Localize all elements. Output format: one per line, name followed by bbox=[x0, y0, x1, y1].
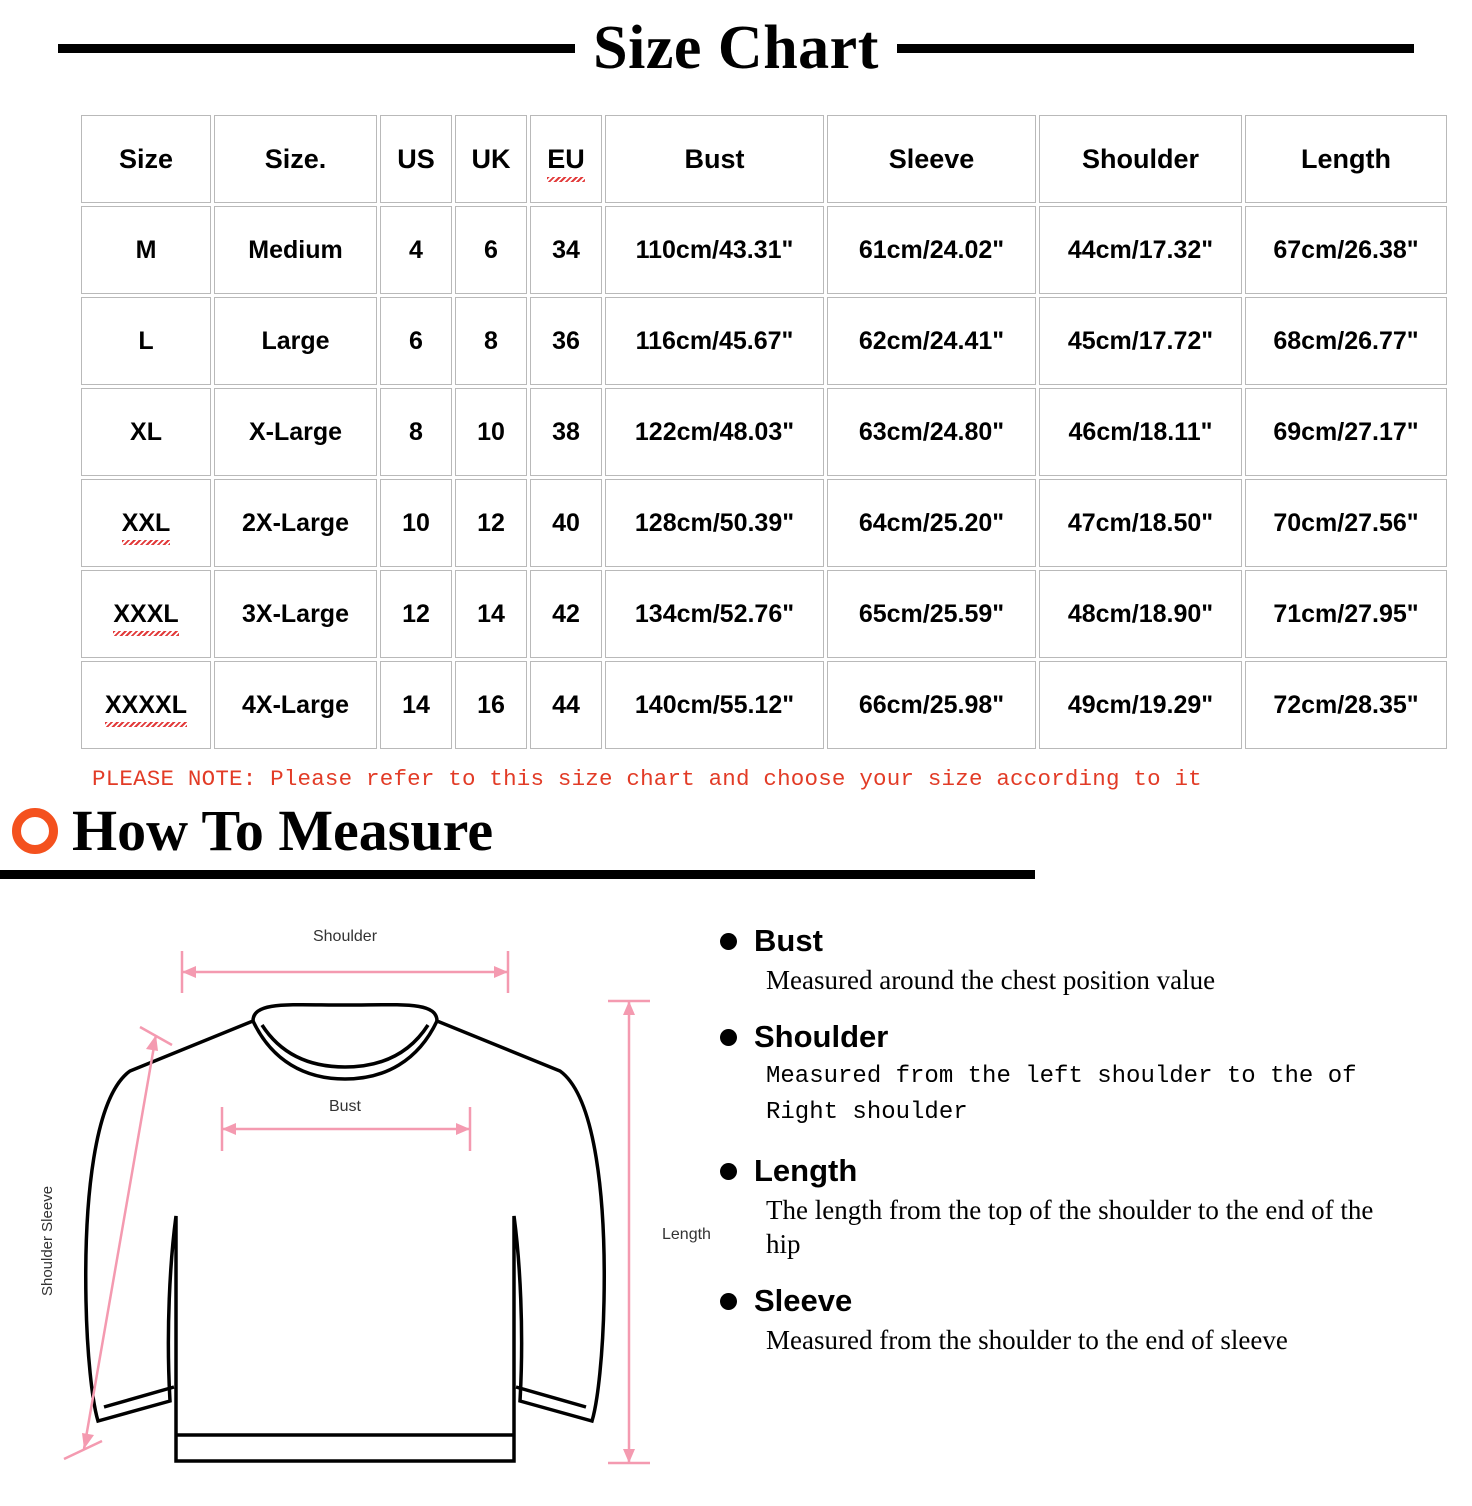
cell-uk: 14 bbox=[455, 570, 527, 658]
cell-length: 69cm/27.17" bbox=[1245, 388, 1447, 476]
cell-bust: 110cm/43.31" bbox=[605, 206, 824, 294]
cell-length: 68cm/26.77" bbox=[1245, 297, 1447, 385]
table-row bbox=[81, 661, 1447, 749]
how-to-measure-title: How To Measure bbox=[72, 798, 494, 863]
cell-size bbox=[81, 661, 211, 749]
length-measure-arrow bbox=[608, 1001, 650, 1463]
cell-eu: 42 bbox=[530, 570, 602, 658]
definition-sleeve-label: Sleeve bbox=[754, 1283, 853, 1318]
header-eu bbox=[530, 115, 602, 203]
cell-size-text: XXXL bbox=[113, 599, 179, 628]
size-table-wrapper bbox=[78, 112, 1450, 752]
cell-us: 6 bbox=[380, 297, 452, 385]
definition-bust-text: Measured around the chest position value bbox=[766, 965, 1216, 995]
cell-us: 14 bbox=[380, 661, 452, 749]
cell-bust: 134cm/52.76" bbox=[605, 570, 824, 658]
header-shoulder: Shoulder bbox=[1039, 115, 1242, 203]
definition-sleeve bbox=[720, 1283, 1420, 1357]
bullet-icon bbox=[720, 1163, 737, 1180]
ring-icon bbox=[12, 808, 58, 854]
measure-section bbox=[0, 901, 1472, 1506]
cell-eu: 44 bbox=[530, 661, 602, 749]
cell-bust: 116cm/45.67" bbox=[605, 297, 824, 385]
cell-shoulder: 48cm/18.90" bbox=[1039, 570, 1242, 658]
chart-title-row bbox=[0, 0, 1472, 96]
size-chart-table bbox=[78, 112, 1450, 752]
definition-bust-head bbox=[720, 923, 1420, 959]
bust-label: Bust bbox=[328, 1098, 362, 1115]
cell-size-full: 2X-Large bbox=[214, 479, 377, 567]
cell-eu: 40 bbox=[530, 479, 602, 567]
shoulder-label: Shoulder bbox=[312, 928, 378, 945]
table-row bbox=[81, 297, 1447, 385]
cell-size: M bbox=[81, 206, 211, 294]
cell-bust: 122cm/48.03" bbox=[605, 388, 824, 476]
cell-sleeve: 62cm/24.41" bbox=[827, 297, 1036, 385]
definition-bust bbox=[720, 923, 1420, 997]
cell-shoulder: 46cm/18.11" bbox=[1039, 388, 1242, 476]
header-uk: UK bbox=[455, 115, 527, 203]
definition-length-label: Length bbox=[754, 1153, 858, 1188]
header-size: Size bbox=[81, 115, 211, 203]
cell-size-text: XXXXL bbox=[105, 690, 187, 719]
how-to-measure-heading-row bbox=[0, 798, 1472, 863]
length-label: Length bbox=[662, 1226, 711, 1243]
cell-bust: 128cm/50.39" bbox=[605, 479, 824, 567]
cell-us: 8 bbox=[380, 388, 452, 476]
sleeve-label: Shoulder Sleeve bbox=[39, 1185, 56, 1297]
cell-eu: 38 bbox=[530, 388, 602, 476]
cell-length: 72cm/28.35" bbox=[1245, 661, 1447, 749]
definition-shoulder bbox=[720, 1019, 1420, 1131]
header-sleeve: Sleeve bbox=[827, 115, 1036, 203]
cell-eu: 36 bbox=[530, 297, 602, 385]
cell-uk: 12 bbox=[455, 479, 527, 567]
how-to-measure-rule bbox=[0, 870, 1035, 879]
table-row bbox=[81, 206, 1447, 294]
cell-uk: 8 bbox=[455, 297, 527, 385]
cell-us: 4 bbox=[380, 206, 452, 294]
definition-shoulder-label: Shoulder bbox=[754, 1019, 889, 1054]
garment-diagram bbox=[0, 901, 720, 1506]
shoulder-measure-arrow bbox=[182, 951, 508, 993]
cell-sleeve: 63cm/24.80" bbox=[827, 388, 1036, 476]
table-row bbox=[81, 388, 1447, 476]
definition-length-head bbox=[720, 1153, 1420, 1189]
title-rule-right bbox=[897, 44, 1414, 53]
definition-sleeve-head bbox=[720, 1283, 1420, 1319]
cell-length: 70cm/27.56" bbox=[1245, 479, 1447, 567]
cell-length: 67cm/26.38" bbox=[1245, 206, 1447, 294]
header-length: Length bbox=[1245, 115, 1447, 203]
cell-size bbox=[81, 479, 211, 567]
cell-shoulder: 47cm/18.50" bbox=[1039, 479, 1242, 567]
sleeve-measure-arrow bbox=[64, 1027, 172, 1459]
cell-shoulder: 44cm/17.32" bbox=[1039, 206, 1242, 294]
table-header-row bbox=[81, 115, 1447, 203]
cell-eu: 34 bbox=[530, 206, 602, 294]
please-note-text: PLEASE NOTE: Please refer to this size chart and choose your size according to it bbox=[92, 766, 1202, 792]
table-row bbox=[81, 479, 1447, 567]
cell-size-full: Medium bbox=[214, 206, 377, 294]
cell-uk: 10 bbox=[455, 388, 527, 476]
cell-size-full: 3X-Large bbox=[214, 570, 377, 658]
cell-size-full: X-Large bbox=[214, 388, 377, 476]
cell-shoulder: 49cm/19.29" bbox=[1039, 661, 1242, 749]
cell-length: 71cm/27.95" bbox=[1245, 570, 1447, 658]
cell-sleeve: 66cm/25.98" bbox=[827, 661, 1036, 749]
header-size-full: Size. bbox=[214, 115, 377, 203]
header-us: US bbox=[380, 115, 452, 203]
cell-sleeve: 65cm/25.59" bbox=[827, 570, 1036, 658]
table-row bbox=[81, 570, 1447, 658]
cell-size: L bbox=[81, 297, 211, 385]
definition-bust-label: Bust bbox=[754, 923, 823, 958]
header-eu-text: EU bbox=[547, 143, 585, 174]
definition-shoulder-head bbox=[720, 1019, 1420, 1055]
cell-us: 10 bbox=[380, 479, 452, 567]
cell-size-full: 4X-Large bbox=[214, 661, 377, 749]
cell-uk: 6 bbox=[455, 206, 527, 294]
cell-size-text: XXL bbox=[121, 508, 171, 537]
measure-definitions bbox=[720, 901, 1420, 1506]
definition-length bbox=[720, 1153, 1420, 1261]
cell-sleeve: 64cm/25.20" bbox=[827, 479, 1036, 567]
cell-bust: 140cm/55.12" bbox=[605, 661, 824, 749]
bullet-icon bbox=[720, 1293, 737, 1310]
cell-uk: 16 bbox=[455, 661, 527, 749]
bullet-icon bbox=[720, 933, 737, 950]
header-bust: Bust bbox=[605, 115, 824, 203]
definition-sleeve-text: Measured from the shoulder to the end of sleeve bbox=[766, 1325, 1288, 1355]
cell-size bbox=[81, 570, 211, 658]
cell-us: 12 bbox=[380, 570, 452, 658]
cell-shoulder: 45cm/17.72" bbox=[1039, 297, 1242, 385]
title-rule-left bbox=[58, 44, 575, 53]
sweatshirt-outline bbox=[86, 1005, 604, 1461]
bullet-icon bbox=[720, 1029, 737, 1046]
cell-size: XL bbox=[81, 388, 211, 476]
definition-length-text: The length from the top of the shoulder to the end of the hip bbox=[766, 1195, 1374, 1259]
garment-diagram-svg bbox=[0, 901, 720, 1501]
cell-sleeve: 61cm/24.02" bbox=[827, 206, 1036, 294]
cell-size-full: Large bbox=[214, 297, 377, 385]
page-title: Size Chart bbox=[593, 14, 879, 82]
definition-shoulder-text: Measured from the left shoulder to the of Right shoulder bbox=[766, 1063, 1357, 1126]
